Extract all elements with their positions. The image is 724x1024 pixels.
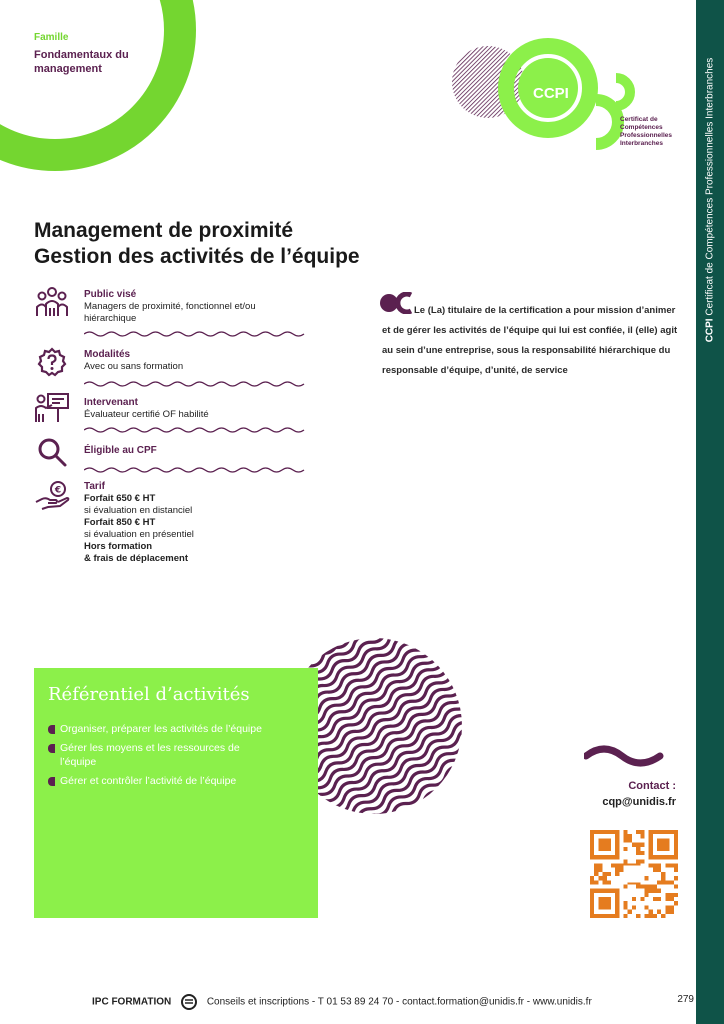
gear-question-icon <box>36 346 68 378</box>
tarif-forfait-1: Forfait 650 € HT <box>84 493 156 504</box>
list-item: Organiser, préparer les activités de l’équipe <box>48 722 278 736</box>
famille-name: Fondamentaux du management <box>34 49 129 75</box>
wave-divider <box>84 330 306 338</box>
public-vise-block <box>84 288 284 325</box>
famille-label: Famille <box>34 32 69 43</box>
bullet-icon <box>48 744 55 753</box>
page-title <box>34 218 454 270</box>
cpf-title: Éligible au CPF <box>84 445 157 456</box>
ccpi-acronym: CCPI <box>533 85 569 102</box>
tarif-extra-1: Hors formation <box>84 541 153 552</box>
referentiel-box <box>34 668 318 918</box>
intervenant-block <box>84 396 284 421</box>
modalites-title: Modalités <box>84 349 131 360</box>
tarif-extra-2: & frais de déplacement <box>84 553 189 564</box>
ipc-logo-icon <box>178 994 200 1010</box>
public-vise-title: Public visé <box>84 289 137 300</box>
footer <box>92 994 592 1010</box>
ccpi-subtitle: Certificat de Compétences Professionnelles Interbranches <box>620 116 673 147</box>
intervenant-title: Intervenant <box>84 397 138 408</box>
people-group-icon <box>34 286 70 318</box>
list-item: Gérer les moyens et les ressources de l’équipe <box>48 741 278 769</box>
title-line-2: Gestion des activités de l’équipe <box>34 245 360 268</box>
bullet-icon <box>48 725 55 734</box>
bullet-icon <box>48 777 55 786</box>
certification-description <box>382 301 682 381</box>
wave-divider <box>84 380 306 388</box>
hand-euro-icon <box>34 480 70 512</box>
qr-code[interactable] <box>590 830 678 918</box>
presenter-board-icon <box>34 392 70 424</box>
tarif-forfait-2: Forfait 850 € HT <box>84 517 156 528</box>
intervenant-text: Évaluateur certifié OF habilité <box>84 409 209 420</box>
list-item: Gérer et contrôler l’activité de l’équipe <box>48 774 278 788</box>
wave-divider <box>84 466 306 474</box>
tarif-block <box>84 480 284 565</box>
referentiel-list <box>48 722 278 793</box>
footer-text: Conseils et inscriptions - T 01 53 89 24 70 - contact.formation@unidis.fr - www.unidis.fr <box>206 996 592 1008</box>
modalites-text: Avec ou sans formation <box>84 361 184 372</box>
public-vise-text: Managers de proximité, fonctionnel et/ou hiérarchique <box>84 301 256 324</box>
tarif-forfait-1-note: si évaluation en distanciel <box>84 505 193 516</box>
contact-wave-icon <box>584 744 664 768</box>
sidebar-label: CCPI Certificat de Compétences Professionnelles Interbranches <box>704 57 716 343</box>
footer-brand: IPC FORMATION <box>92 996 172 1008</box>
decorative-arc-top-left <box>0 0 220 180</box>
cpf-block <box>84 444 284 457</box>
contact-email[interactable]: cqp@unidis.fr <box>602 796 676 808</box>
description-text: Le (La) titulaire de la certification a pour mission d’animer et de gérer les activités de l’équipe qui lui est confiée, il (elle) agit au sein d’une entreprise, sous la responsabilité hiérarchique du responsable d’équipe, d’unité, de service <box>382 305 678 376</box>
modalites-block <box>84 348 284 373</box>
svg-text:€: € <box>54 485 62 496</box>
referentiel-title: Référentiel d’activités <box>48 684 250 705</box>
search-icon <box>36 436 68 468</box>
tarif-forfait-2-note: si évaluation en présentiel <box>84 529 194 540</box>
page-number: 279 <box>677 994 694 1005</box>
title-line-1: Management de proximité <box>34 219 294 242</box>
tarif-title: Tarif <box>84 481 105 492</box>
contact-label: Contact : <box>628 780 676 792</box>
wave-divider <box>84 426 306 434</box>
